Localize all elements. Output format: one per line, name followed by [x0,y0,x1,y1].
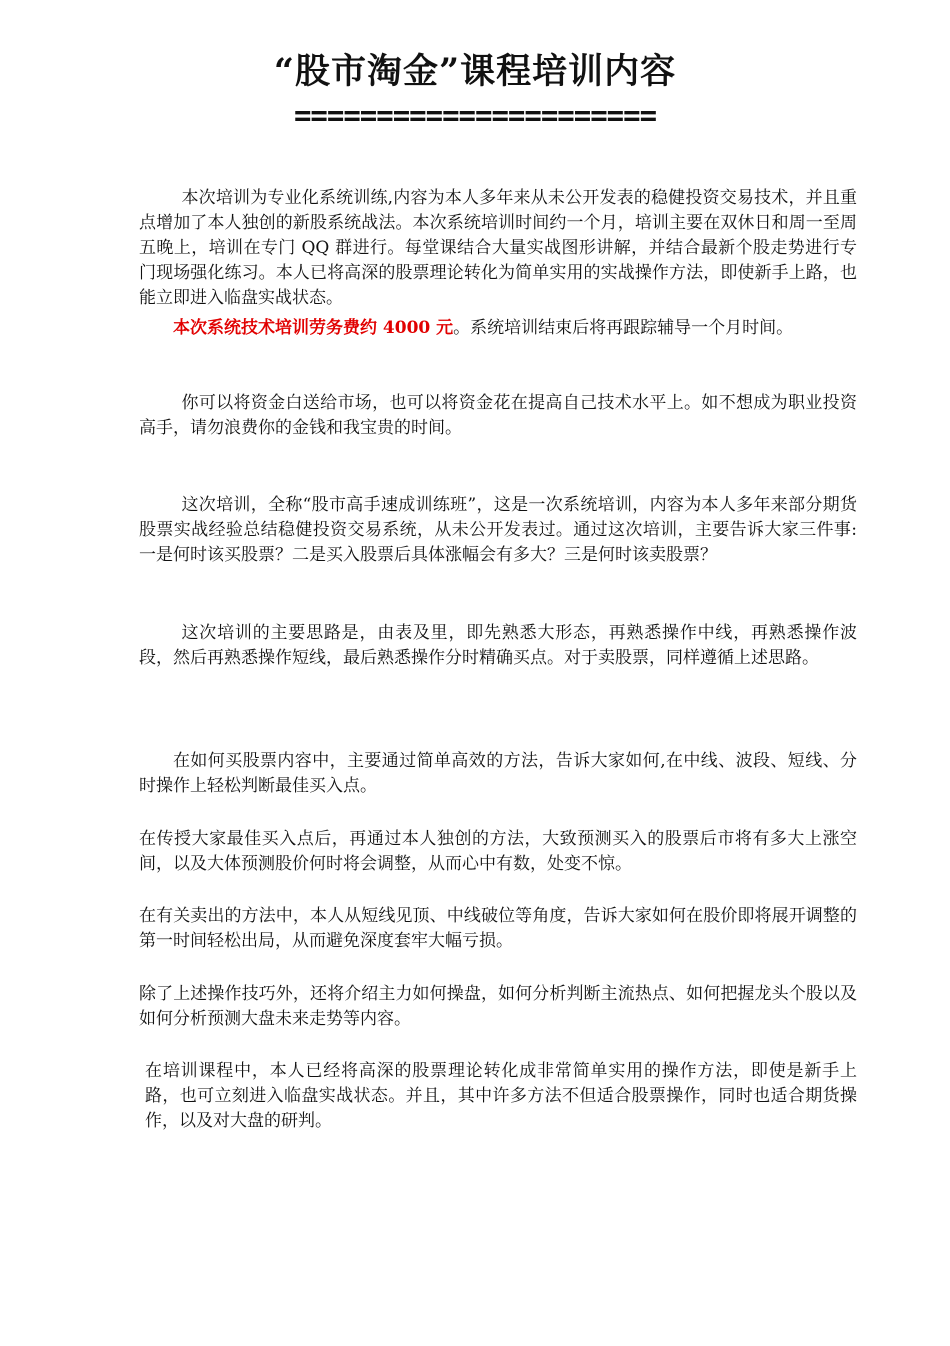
paragraph-approach: 这次培训的主要思路是，由表及里，即先熟悉大形态，再熟悉操作中线，再熟悉操作波段，然后再熟悉操作短线，最后熟悉操作分时精确买点。对于卖股票，同样遵循上述思路。 [139,623,857,668]
paragraph-extra-topics: 除了上述操作技巧外，还将介绍主力如何操盘，如何分析判断主流热点、如何把握龙头个股以及如何分析预测大盘未来走势等内容。 [139,984,857,1029]
paragraph-overview: 这次培训，全称“股市高手速成训练班”，这是一次系统培训，内容为本人多年来部分期货股票实战经验总结稳健投资交易系统，从未公开发表过。通过这次培训，主要告诉大家三件事:一是何时该买股票？二是买入股票后具体涨幅会有多大？三是何时该卖股票？ [139,495,857,565]
paragraph-intro: 本次培训为专业化系统训练,内容为本人多年来从未公开发表的稳健投资交易技术，并且重点增加了本人独创的新股系统战法。本次系统培训时间约一个月，培训主要在双休日和周一至周五晚上，培训在专门 QQ 群进行。每堂课结合大量实战图形讲解，并结合最新个股走势进行专门现场强化练习。本人已将高深的股票理论转化为简单实用的实战操作方法，即使新手上路，也能立即进入临盘实战状态。 [139,188,857,308]
paragraph-summary: 在培训课程中，本人已经将高深的股票理论转化成非常简单实用的操作方法，即使是新手上路，也可立刻进入临盘实战状态。并且，其中许多方法不但适合股票操作，同时也适合期货操作，以及对大盘的研判。 [145,1061,857,1131]
paragraph-sell-methods: 在有关卖出的方法中，本人从短线见顶、中线破位等角度，告诉大家如何在股价即将展开调整的第一时间轻松出局，从而避免深度套牢大幅亏损。 [139,906,857,951]
page-title: “股市淘金”课程培训内容 [273,51,677,92]
title-divider: ====================== [293,98,657,132]
paragraph-buy-points: 在如何买股票内容中，主要通过简单高效的方法，告诉大家如何,在中线、波段、短线、分时操作上轻松判断最佳买入点。 [139,751,857,796]
fee-followup: 。系统培训结束后将再跟踪辅导一个月时间。 [453,318,794,338]
fee-highlight: 本次系统技术培训劳务费约 4000 元 [173,318,454,338]
paragraph-warning: 你可以将资金白送给市场，也可以将资金花在提高自己技术水平上。如不想成为职业投资高手，请勿浪费你的金钱和我宝贵的时间。 [139,393,857,438]
paragraph-upside-forecast: 在传授大家最佳买入点后，再通过本人独创的方法，大致预测买入的股票后市将有多大上涨空间，以及大体预测股价何时将会调整，从而心中有数，处变不惊。 [139,829,857,874]
paragraph-fee [139,316,857,341]
